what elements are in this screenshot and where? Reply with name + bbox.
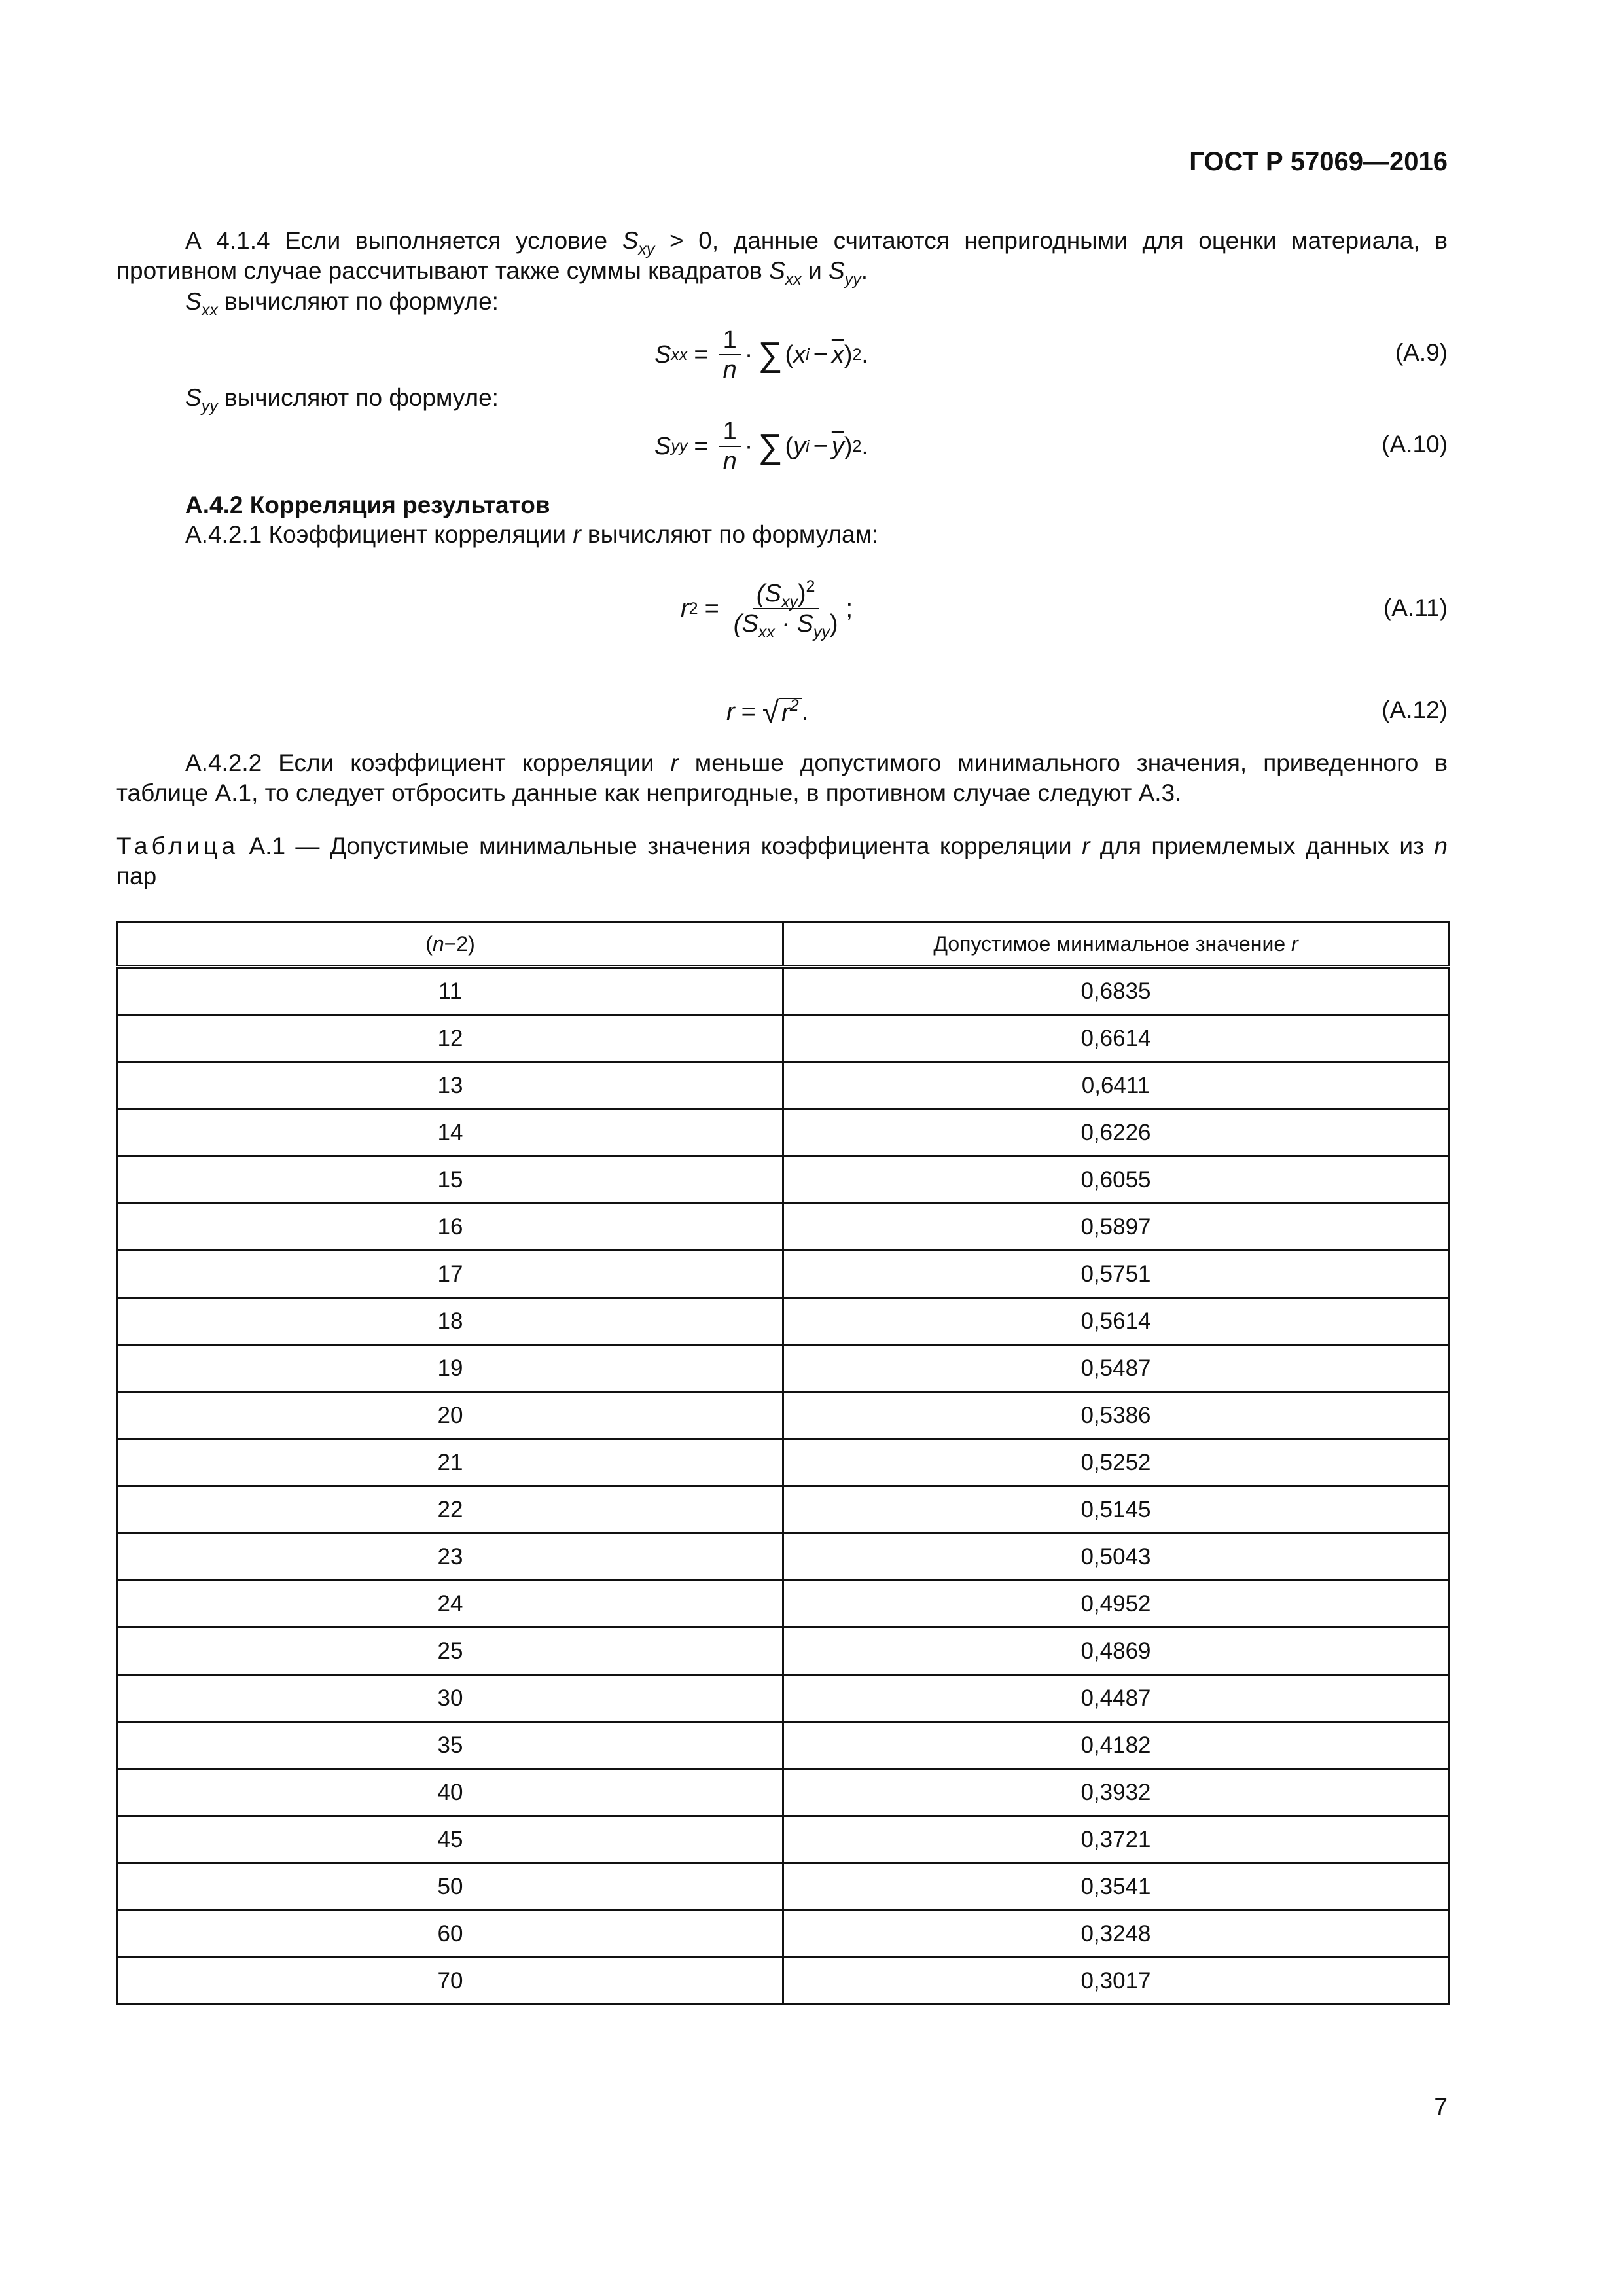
fraction-numerator [753, 577, 819, 611]
cell-r: 0,4487 [783, 1675, 1449, 1722]
formula-a12 [726, 686, 808, 738]
cell-n: 11 [118, 967, 783, 1015]
cell-n: 23 [118, 1534, 783, 1581]
correlation-table [116, 921, 1450, 2005]
formula-lhs: r [726, 698, 735, 726]
column-header-n [118, 922, 783, 967]
cell-n: 20 [118, 1392, 783, 1439]
formula-var: y [793, 432, 806, 460]
cell-r: 0,6226 [783, 1109, 1449, 1157]
cell-n: 15 [118, 1157, 783, 1204]
num-sub: xy [781, 593, 798, 611]
dot-operator: · [744, 340, 753, 368]
cell-r: 0,3017 [783, 1958, 1449, 2005]
cell-n: 19 [118, 1345, 783, 1392]
header-text: ( [425, 931, 433, 956]
equation-number: (А.11) [1383, 594, 1448, 621]
cell-n: 25 [118, 1628, 783, 1675]
cell-n: 18 [118, 1298, 783, 1345]
cell-n: 40 [118, 1769, 783, 1816]
den-open: (S [733, 610, 758, 637]
cell-r: 0,5751 [783, 1251, 1449, 1298]
minus-sign: − [813, 432, 828, 460]
cell-r: 0,5043 [783, 1534, 1449, 1581]
fraction-denominator: n [722, 448, 737, 475]
cell-n: 45 [118, 1816, 783, 1863]
den-sub: yy [813, 623, 830, 641]
sum-sign: ∑ [758, 427, 783, 465]
paragraph-text: меньше допустимого минимального значения, приведенного в таблице А.1, то следует отбросить данные как непригодные, в противном случае следуют А.3. [116, 749, 1448, 806]
paren-close: ) [844, 432, 853, 460]
cell-n: 16 [118, 1204, 783, 1251]
cell-r: 0,5145 [783, 1486, 1449, 1534]
minus-sign: − [813, 340, 828, 368]
formula-end: . [861, 340, 868, 368]
num-close: ) [797, 580, 806, 607]
table-row [118, 1628, 1449, 1675]
formula-lhs: S [654, 340, 671, 368]
equation-number: (А.9) [1395, 339, 1448, 366]
formula-a10: S yy = $\frac{1}{n}$ · ∑ ( y i − $\overline{y}$ ) 2 . [654, 418, 868, 475]
document-code: ГОСТ Р 57069—2016 [1189, 147, 1448, 176]
paragraph-text: > 0, данные считаются непригодными для оценки материала, в противном случае рассчитывают также суммы квадратов [116, 227, 1448, 284]
cell-r: 0,6411 [783, 1062, 1449, 1109]
mean-symbol: $\overline{x}$ [831, 340, 844, 368]
header-text: Допустимое минимальное значение [933, 931, 1291, 956]
table-row [118, 1581, 1449, 1628]
subscript: yy [201, 397, 218, 416]
cell-n: 35 [118, 1722, 783, 1769]
fraction [730, 577, 842, 641]
cell-r: 0,3541 [783, 1863, 1449, 1910]
paragraph-text: и [801, 257, 829, 284]
symbol-s: S [769, 257, 785, 284]
page-number: 7 [1434, 2093, 1448, 2120]
paragraph-a4221 [185, 519, 878, 550]
cell-r: 0,6055 [783, 1157, 1449, 1204]
equation-number: (А.12) [1382, 696, 1448, 723]
paragraph-text: А 4.1.4 Если выполняется условие [185, 227, 622, 254]
paragraph-a414 [116, 226, 1448, 289]
cell-r: 0,6614 [783, 1015, 1449, 1062]
equals-sign: = [694, 340, 709, 368]
equation-number: (А.10) [1382, 431, 1448, 457]
table-caption-word: Таблица [116, 833, 240, 859]
equals-sign: = [704, 594, 719, 622]
fraction-numerator: 1 [719, 327, 741, 355]
subscript: xy [638, 240, 655, 259]
header-text: −2) [444, 931, 475, 956]
table-row [118, 1015, 1449, 1062]
table-row [118, 967, 1449, 1015]
variable-n: n [432, 931, 444, 956]
table-row [118, 1204, 1449, 1251]
fraction-numerator: 1 [719, 418, 741, 447]
column-header-r [783, 922, 1449, 967]
variable-n: n [1434, 833, 1448, 859]
formula-lhs: r [681, 594, 689, 622]
sum-sign: ∑ [758, 336, 783, 374]
table-row [118, 1392, 1449, 1439]
symbol-s: S [622, 227, 639, 254]
cell-n: 12 [118, 1015, 783, 1062]
table-row [118, 1345, 1449, 1392]
cell-r: 0,5487 [783, 1345, 1449, 1392]
syy-intro [185, 382, 499, 414]
cell-r: 0,5386 [783, 1392, 1449, 1439]
table-row [118, 1910, 1449, 1958]
cell-n: 13 [118, 1062, 783, 1109]
dot-operator: · [744, 432, 753, 460]
cell-n: 21 [118, 1439, 783, 1486]
table-row [118, 1439, 1449, 1486]
section-heading: А.4.2 Корреляция результатов [185, 492, 550, 518]
root-var: r [781, 698, 790, 726]
cell-n: 17 [118, 1251, 783, 1298]
table-row [118, 1675, 1449, 1722]
den-sub: xx [758, 623, 775, 641]
table-header-row [118, 922, 1449, 967]
table-row [118, 1769, 1449, 1816]
variable-r: r [573, 521, 581, 548]
paren-open: ( [785, 432, 794, 460]
formula-var: x [793, 340, 806, 368]
cell-r: 0,4869 [783, 1628, 1449, 1675]
cell-r: 0,3932 [783, 1769, 1449, 1816]
cell-r: 0,3721 [783, 1816, 1449, 1863]
paragraph-text: вычисляют по формулам: [580, 521, 879, 548]
table-caption-text: для приемлемых данных из [1090, 833, 1435, 859]
paragraph-text: . [861, 257, 868, 284]
sxx-intro [185, 286, 499, 317]
intro-text: вычисляют по формуле: [217, 288, 499, 315]
formula-a11: r 2 = $\frac{(S_{xy})^2}{(S_{xx} \cdot S_{yy})}$ ; [681, 577, 853, 641]
formula-lhs: S [654, 432, 671, 460]
cell-n: 24 [118, 1581, 783, 1628]
subscript: xx [785, 270, 802, 289]
table-row [118, 1062, 1449, 1109]
table-row [118, 1251, 1449, 1298]
exponent: 2 [789, 696, 799, 715]
cell-r: 0,5614 [783, 1298, 1449, 1345]
cell-r: 0,5897 [783, 1204, 1449, 1251]
subscript: xx [201, 301, 218, 319]
table-row [118, 1816, 1449, 1863]
fraction [719, 327, 741, 383]
num-exponent: 2 [806, 577, 815, 596]
cell-r: 0,4952 [783, 1581, 1449, 1628]
table-row [118, 1958, 1449, 2005]
cell-r: 0,4182 [783, 1722, 1449, 1769]
cell-n: 30 [118, 1675, 783, 1722]
root-argument [779, 698, 802, 727]
table-caption-text: А.1 — Допустимые минимальные значения коэффициента корреляции [239, 833, 1082, 859]
table-row [118, 1157, 1449, 1204]
table-row [118, 1298, 1449, 1345]
cell-r: 0,6835 [783, 967, 1449, 1015]
cell-n: 60 [118, 1910, 783, 1958]
paren-close: ) [844, 340, 853, 368]
cell-r: 0,3248 [783, 1910, 1449, 1958]
table-caption [116, 831, 1448, 891]
equals-sign: = [741, 698, 756, 726]
den-close: ) [829, 610, 838, 637]
cell-n: 14 [118, 1109, 783, 1157]
paragraph-a4222 [116, 748, 1448, 808]
table-row [118, 1722, 1449, 1769]
cell-r: 0,5252 [783, 1439, 1449, 1486]
square-root-sign: √ [762, 695, 779, 729]
den-dot: · S [774, 610, 813, 637]
cell-n: 22 [118, 1486, 783, 1534]
cell-n: 50 [118, 1863, 783, 1910]
table-row [118, 1486, 1449, 1534]
paren-open: ( [785, 340, 794, 368]
equals-sign: = [694, 432, 709, 460]
symbol-s: S [829, 257, 845, 284]
subscript: yy [844, 270, 861, 289]
table-row [118, 1109, 1449, 1157]
formula-end: ; [846, 594, 853, 622]
num-open: (S [756, 580, 781, 607]
cell-n: 70 [118, 1958, 783, 2005]
symbol-s: S [185, 384, 202, 411]
variable-r: r [670, 749, 679, 776]
paragraph-text: А.4.2.1 Коэффициент корреляции [185, 521, 573, 548]
fraction-denominator [730, 609, 842, 641]
fraction [719, 418, 741, 475]
table-row [118, 1863, 1449, 1910]
symbol-s: S [185, 288, 202, 315]
formula-a9: S xx = $\frac{1}{n}$ · ∑ ( x i − $\overline{x}$ ) 2 . [654, 326, 868, 384]
intro-text: вычисляют по формуле: [217, 384, 499, 411]
variable-r: r [1082, 833, 1090, 859]
paragraph-text: А.4.2.2 Если коэффициент корреляции [185, 749, 671, 776]
formula-end: . [801, 698, 809, 726]
variable-r: r [1291, 931, 1298, 956]
table-row [118, 1534, 1449, 1581]
formula-end: . [861, 432, 868, 460]
mean-symbol: $\overline{y}$ [831, 432, 844, 460]
fraction-denominator: n [722, 356, 737, 384]
table-caption-text: пар [116, 863, 157, 889]
